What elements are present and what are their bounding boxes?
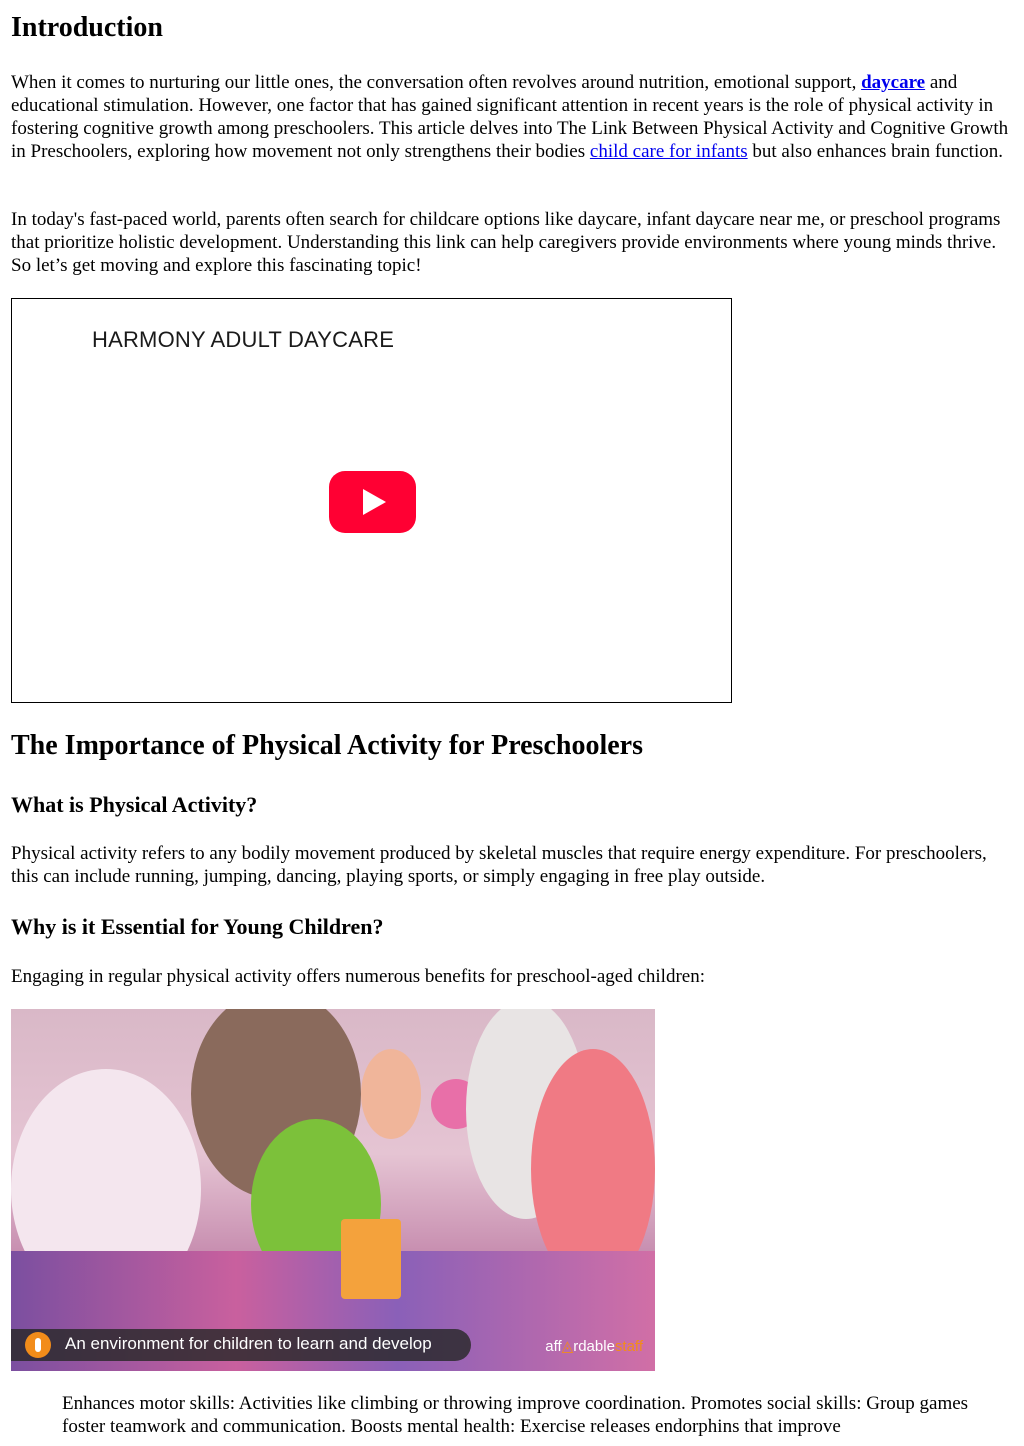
play-icon [363, 489, 386, 515]
play-button[interactable] [329, 471, 416, 533]
child-care-infants-link[interactable]: child care for infants [589, 141, 748, 162]
intro-paragraph-1 [11, 71, 1014, 163]
what-paragraph: Physical activity refers to any bodily movement produced by skeletal muscles that require energy expenditure. For preschoolers, this can include running, jumping, dancing, playing sports, or simply engaging in free play outside. [11, 843, 987, 887]
brand-watermark: aff◬rdablestaff [545, 1338, 643, 1355]
video-embed[interactable] [11, 298, 732, 703]
toy-blocks [341, 1219, 401, 1299]
person-icon [25, 1332, 51, 1358]
video-title: HARMONY ADULT DAYCARE [92, 327, 395, 352]
intro-text-b: and educational stimulation. However, one factor that has gained significant attention in recent years is the role of physical activity in fostering cognitive growth among preschoolers. This article delves into The Link Between Physical Activity and Cognitive Growth in Preschoolers, exploring how movement not only strengthens their bodies [11, 72, 1009, 162]
lion-decal [361, 1049, 421, 1139]
daycare-link[interactable]: daycare [861, 72, 926, 93]
intro-text-c: but also enhances brain function. [747, 141, 1003, 162]
what-heading: What is Physical Activity? [11, 792, 258, 817]
why-heading: Why is it Essential for Young Children? [11, 914, 384, 939]
daycare-photo [11, 1009, 655, 1371]
photo-caption-bar [11, 1329, 471, 1361]
intro-heading: Introduction [11, 12, 163, 43]
intro-text-a: When it comes to nurturing our little ones, the conversation often revolves around nutrition, emotional support, [11, 72, 862, 93]
benefits-text: Enhances motor skills: Activities like climbing or throwing improve coordination. Promotes social skills: Group games foster teamwork and communication. Boosts mental health: Exercise releases endorphins that improve [62, 1393, 969, 1437]
section-heading: The Importance of Physical Activity for Preschoolers [11, 730, 643, 761]
why-paragraph: Engaging in regular physical activity offers numerous benefits for preschool-aged children: [11, 966, 705, 987]
intro-paragraph-2: In today's fast-paced world, parents often search for childcare options like daycare, infant daycare near me, or preschool programs that prioritize holistic development. Understanding this link can help caregivers provide environments where young minds thrive. So let’s get moving and explore this fascinating topic! [11, 209, 1001, 276]
photo-caption: An environment for children to learn and develop [65, 1334, 432, 1353]
